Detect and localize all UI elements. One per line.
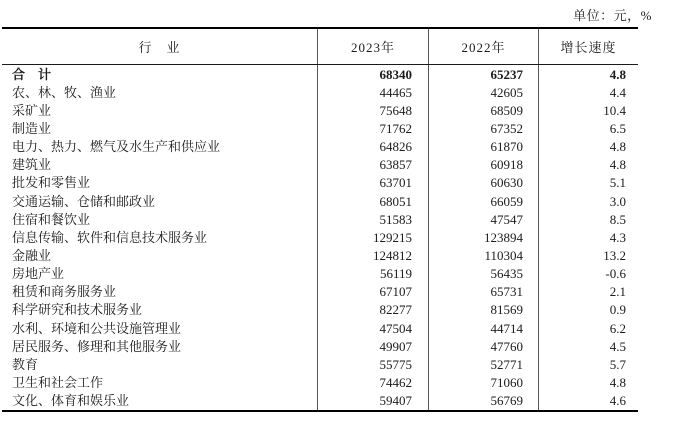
growth-rate: 10.4 <box>538 101 638 119</box>
value-2023: 75648 <box>317 101 428 119</box>
value-2022: 52771 <box>428 355 538 373</box>
table-row <box>2 210 638 228</box>
industry-name: 采矿业 <box>12 102 52 118</box>
growth-rate: 4.8 <box>538 138 638 156</box>
industry-name: 教育 <box>12 356 39 372</box>
value-2022: 47547 <box>428 210 538 228</box>
table-row <box>2 392 638 410</box>
industry-name: 住宿和餐饮业 <box>12 211 91 227</box>
growth-rate: 8.5 <box>538 210 638 228</box>
table-body <box>2 65 638 410</box>
growth-rate: 0.9 <box>538 301 638 319</box>
value-2023: 55775 <box>317 355 428 373</box>
value-2022: 65731 <box>428 283 538 301</box>
value-2022: 60918 <box>428 156 538 174</box>
table-header-row <box>2 29 638 65</box>
industry-name: 水利、环境和公共设施管理业 <box>12 320 182 336</box>
value-2022: 68509 <box>428 101 538 119</box>
value-2023: 59407 <box>317 392 428 410</box>
value-2022: 60630 <box>428 174 538 192</box>
industry-name: 居民服务、修理和其他服务业 <box>12 338 182 354</box>
column-header-growth-rate: 增长速度 <box>538 29 638 64</box>
value-2022: 110304 <box>428 246 538 264</box>
column-header-2023: 2023年 <box>317 29 428 64</box>
table-row <box>2 265 638 283</box>
value-2023: 47504 <box>317 319 428 337</box>
industry-name: 合 计 <box>12 66 52 82</box>
table-row <box>2 337 638 355</box>
growth-rate: 3.0 <box>538 192 638 210</box>
value-2023: 63701 <box>317 174 428 192</box>
value-2022: 44714 <box>428 319 538 337</box>
industry-name: 金融业 <box>12 247 52 263</box>
industry-name: 批发和零售业 <box>12 175 91 191</box>
table-row <box>2 319 638 337</box>
growth-rate: 6.5 <box>538 119 638 137</box>
growth-rate: 4.8 <box>538 65 638 83</box>
industry-name: 文化、体育和娱乐业 <box>12 393 130 409</box>
growth-rate: 4.5 <box>538 337 638 355</box>
industry-name: 卫生和社会工作 <box>12 374 104 390</box>
value-2023: 64826 <box>317 138 428 156</box>
column-header-2022: 2022年 <box>428 29 538 64</box>
value-2022: 65237 <box>428 65 538 83</box>
industry-name: 租赁和商务服务业 <box>12 284 117 300</box>
growth-rate: 2.1 <box>538 283 638 301</box>
table-row <box>2 101 638 119</box>
growth-rate: -0.6 <box>538 265 638 283</box>
table-row <box>2 156 638 174</box>
industry-name: 建筑业 <box>12 157 52 173</box>
industry-name: 制造业 <box>12 120 52 136</box>
table-row <box>2 65 638 83</box>
value-2022: 61870 <box>428 138 538 156</box>
value-2023: 68051 <box>317 192 428 210</box>
table-row <box>2 83 638 101</box>
table-row <box>2 174 638 192</box>
value-2023: 68340 <box>317 65 428 83</box>
industry-name: 科学研究和技术服务业 <box>12 302 143 318</box>
industry-name: 交通运输、仓储和邮政业 <box>12 193 156 209</box>
table-row <box>2 192 638 210</box>
table-row <box>2 138 638 156</box>
value-2022: 123894 <box>428 228 538 246</box>
table-row <box>2 246 638 264</box>
value-2023: 49907 <box>317 337 428 355</box>
industry-name: 电力、热力、燃气及水生产和供应业 <box>12 139 221 155</box>
value-2023: 44465 <box>317 83 428 101</box>
value-2023: 56119 <box>317 265 428 283</box>
industry-name: 农、林、牧、渔业 <box>12 84 117 100</box>
value-2023: 74462 <box>317 373 428 391</box>
value-2023: 129215 <box>317 228 428 246</box>
value-2022: 47760 <box>428 337 538 355</box>
value-2023: 67107 <box>317 283 428 301</box>
table-row <box>2 283 638 301</box>
value-2022: 42605 <box>428 83 538 101</box>
growth-rate: 5.7 <box>538 355 638 373</box>
value-2023: 63857 <box>317 156 428 174</box>
value-2022: 71060 <box>428 373 538 391</box>
growth-rate: 4.8 <box>538 156 638 174</box>
growth-rate: 13.2 <box>538 246 638 264</box>
value-2022: 66059 <box>428 192 538 210</box>
table-row <box>2 355 638 373</box>
table-row <box>2 373 638 391</box>
value-2022: 81569 <box>428 301 538 319</box>
value-2023: 51583 <box>317 210 428 228</box>
industry-name: 房地产业 <box>12 266 65 282</box>
value-2022: 56769 <box>428 392 538 410</box>
value-2022: 67352 <box>428 119 538 137</box>
column-header-industry: 行 业 <box>138 40 181 55</box>
table-row <box>2 228 638 246</box>
growth-rate: 4.4 <box>538 83 638 101</box>
value-2023: 82277 <box>317 301 428 319</box>
value-2022: 56435 <box>428 265 538 283</box>
wage-by-industry-table <box>2 27 638 412</box>
growth-rate: 5.1 <box>538 174 638 192</box>
industry-name: 信息传输、软件和信息技术服务业 <box>12 229 208 245</box>
growth-rate: 4.3 <box>538 228 638 246</box>
table-row <box>2 301 638 319</box>
value-2023: 71762 <box>317 119 428 137</box>
growth-rate: 4.6 <box>538 392 638 410</box>
growth-rate: 4.8 <box>538 373 638 391</box>
unit-label: 单位：元，% <box>573 8 652 23</box>
table-row <box>2 119 638 137</box>
value-2023: 124812 <box>317 246 428 264</box>
growth-rate: 6.2 <box>538 319 638 337</box>
